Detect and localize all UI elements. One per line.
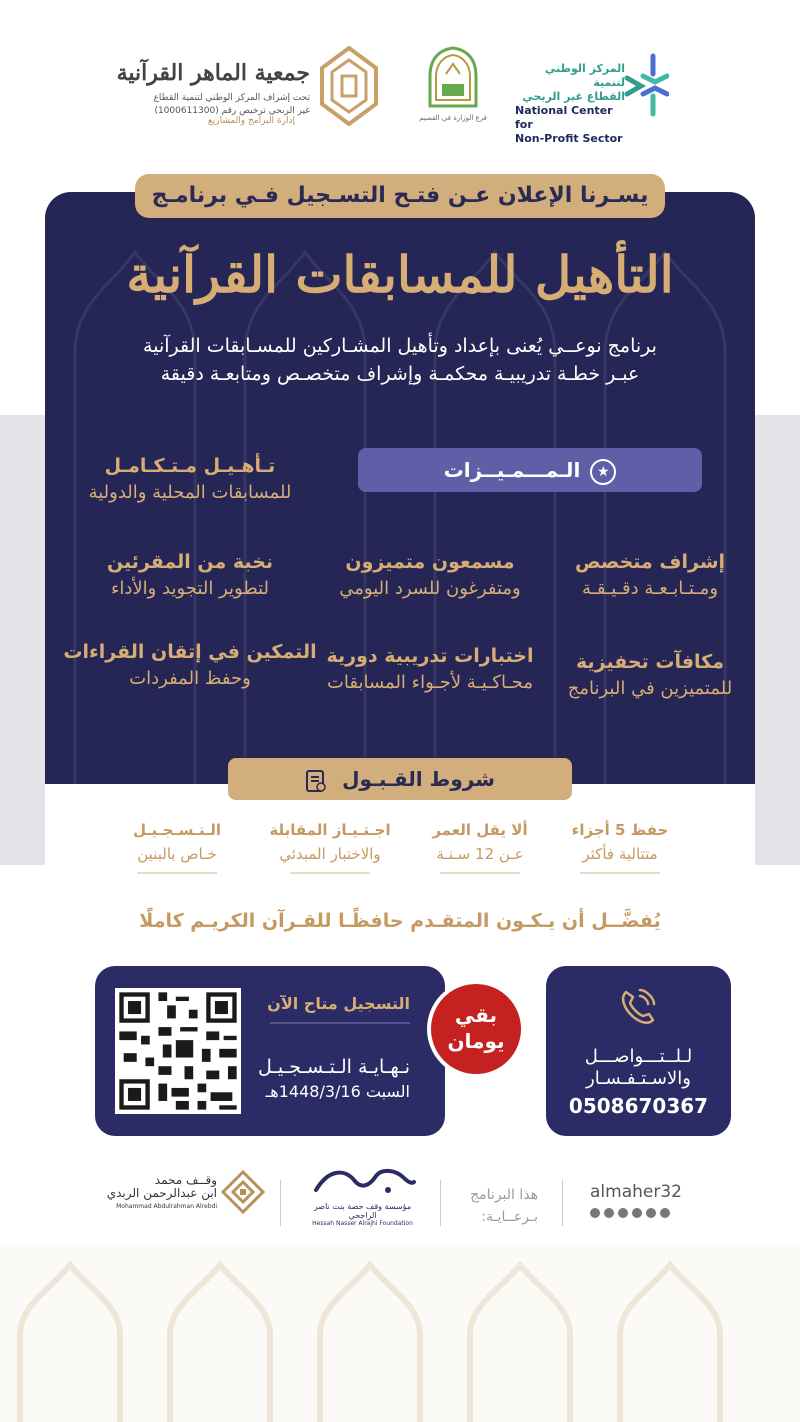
announcement-banner: يسـرنا الإعلان عـن فتـح التسـجيل فـي برنامـج xyxy=(135,174,665,218)
condition-divider xyxy=(290,872,370,874)
feature-desc: وحفظ المفردات xyxy=(129,668,251,689)
waqf-line2: ابن عبدالرحمن الربدي xyxy=(106,1186,217,1200)
condition-item-memorize xyxy=(565,818,675,874)
registration-available: التسجيل متاح الآن xyxy=(267,994,410,1013)
condition-divider xyxy=(580,872,660,874)
condition-title: ألا يقل العمر xyxy=(432,821,528,839)
feature-title: مسمعون متميزون xyxy=(345,551,515,573)
maher-sub-line2: غير الربحي ترخيص رقم (1000611300) xyxy=(154,106,310,116)
feature-desc: ومـتـابـعـة دقـيـقـة xyxy=(581,578,719,599)
sponsor-label-line2: بـرعــايـة: xyxy=(481,1209,538,1225)
conditions-heading xyxy=(228,758,572,800)
feature-desc: للمسابقات المحلية والدولية xyxy=(88,482,292,503)
tiktok-icon[interactable] xyxy=(660,1208,670,1218)
condition-divider xyxy=(137,872,217,874)
features-label: الـمـــمـيــزات xyxy=(443,458,581,482)
contact-label-line1: لـلــتـــواصـــل xyxy=(584,1046,693,1067)
footer-divider xyxy=(562,1180,563,1226)
ncnp-en-line1: National Center for xyxy=(515,104,613,131)
ncnp-arrows-logo-icon xyxy=(623,52,669,118)
feature-title: إشراف متخصص xyxy=(574,551,726,573)
preference-note: يُفضَّــل أن يـكـون المتقـدم حافظًـا للقـرآن الكريـم كاملًا xyxy=(139,910,661,932)
hessah-en: Hessah Nasser Alrajhi Foundation xyxy=(312,1220,413,1227)
waqf-text xyxy=(107,1174,217,1213)
ncnp-en-line2: Non-Profit Sector xyxy=(515,132,623,145)
ncnp-text xyxy=(515,62,625,146)
maher-sub xyxy=(154,92,310,118)
feature-item-reciters xyxy=(70,548,310,602)
maher-dept: إدارة البرامج والمشاريع xyxy=(207,116,295,126)
registration-end-date: السبت 1448/3/16هـ xyxy=(265,1082,410,1101)
contact-box xyxy=(546,966,731,1136)
ministry-caption: فرع الوزارة في القصيم xyxy=(419,114,487,122)
feature-item-rewards xyxy=(540,648,760,702)
social-icons xyxy=(590,1208,670,1218)
description-line2: عبـر خطـة تدريبيـة محكمـة وإشراف متخصـص ومتابعـة دقيقة xyxy=(160,363,640,385)
badge-line1: بقي xyxy=(454,1003,498,1027)
contact-label xyxy=(546,1046,731,1090)
feature-title: التمكين في إتقان القراءات xyxy=(63,641,317,663)
sponsor-label-line1: هذا البرنامج xyxy=(470,1187,538,1203)
condition-item-age xyxy=(425,818,535,874)
instagram-icon[interactable] xyxy=(632,1208,642,1218)
header xyxy=(0,0,800,170)
features-heading xyxy=(358,448,702,492)
maher-sub-line1: تحت إشراف المركز الوطني لتنمية القطاع xyxy=(153,93,310,103)
feature-title: نخبة من المقرئين xyxy=(106,551,274,573)
condition-title: اجـتـيـاز المقابلة xyxy=(269,821,391,839)
condition-item-interview xyxy=(265,818,395,874)
feature-title: اختبارات تدريبية دورية xyxy=(326,645,534,667)
waqf-line1: وقــف محمد xyxy=(154,1173,217,1187)
feature-desc: ومتفرغون للسرد اليومي xyxy=(339,578,521,599)
feature-desc: محـاكـيـة لأجـواء المسابقات xyxy=(326,672,534,693)
ministry-emblem-icon xyxy=(428,46,478,110)
feature-desc: للمتميزين في البرنامج xyxy=(567,678,733,699)
qr-code-icon[interactable] xyxy=(115,988,241,1114)
telegram-icon[interactable] xyxy=(646,1208,656,1218)
condition-desc: عـن 12 سـنـة xyxy=(436,845,524,863)
waqf-en: Mohammad Abdulrahman Alrebdi xyxy=(116,1203,217,1210)
condition-item-boys xyxy=(122,818,232,874)
sponsor-label xyxy=(450,1184,538,1228)
bottom-arch-pattern xyxy=(0,1245,800,1422)
ncnp-ar-line2: القطاع غير الربحي xyxy=(522,90,625,103)
feature-item-qiraat xyxy=(60,638,320,692)
condition-title: الـتـسـجـيـل xyxy=(132,821,222,839)
feature-item-tests xyxy=(300,642,560,696)
maher-logo-icon xyxy=(318,46,380,126)
registration-box xyxy=(95,966,445,1136)
footer-divider xyxy=(440,1180,441,1226)
maher-name: جمعية الماهر القرآنية xyxy=(116,60,310,86)
days-left-badge xyxy=(427,980,525,1078)
badge-line2: يومان xyxy=(447,1029,505,1053)
registration-end-label: نـهـايـة الـتـسـجـيـل xyxy=(257,1056,410,1078)
conditions-label: شروط القـبـول xyxy=(342,767,495,791)
contact-label-line2: والاسـتـفـسـار xyxy=(586,1068,691,1089)
footer-divider xyxy=(280,1180,281,1226)
youtube-icon[interactable] xyxy=(618,1208,628,1218)
x-icon[interactable] xyxy=(604,1208,614,1218)
description-line1: برنامج نوعــي يُعنى بإعداد وتأهيل المشـاركين للمسـابقات القرآنية xyxy=(143,335,657,357)
phone-icon xyxy=(616,984,660,1028)
contact-phone-number[interactable]: 0508670367 xyxy=(568,1094,709,1118)
waqf-logo-icon xyxy=(221,1170,265,1230)
feature-title: تـأهـيـل مـتـكـامـل xyxy=(104,455,276,477)
condition-divider xyxy=(440,872,520,874)
feature-item-supervision xyxy=(540,548,760,602)
ncnp-ar-line1: المركز الوطني لتنمية xyxy=(545,62,625,89)
hessah-ar: مؤسسة وقف حصة بنت ناصر الراجحي xyxy=(313,1202,412,1220)
condition-title: حفظ 5 أجزاء xyxy=(571,821,669,839)
hessah-logo-icon xyxy=(308,1162,418,1198)
hessah-foundation-logo xyxy=(300,1162,425,1234)
ministry-logo xyxy=(418,46,488,126)
document-check-icon xyxy=(305,769,327,793)
condition-desc: خـاص بالبنين xyxy=(137,845,217,863)
arch-pattern-icon xyxy=(0,1245,800,1422)
condition-desc: والاختبار المبدئي xyxy=(279,845,381,863)
feature-title: مكافآت تحفيزية xyxy=(576,651,724,673)
feature-item-integrated xyxy=(60,452,320,506)
program-description xyxy=(80,332,720,388)
social-handle[interactable]: almaher32 xyxy=(590,1182,682,1202)
snapchat-icon[interactable] xyxy=(590,1208,600,1218)
waqf-logo xyxy=(105,1162,265,1234)
ncnp-logo xyxy=(515,52,675,145)
registration-divider xyxy=(270,1022,410,1024)
star-icon: ★ xyxy=(590,459,616,485)
footer xyxy=(0,1150,800,1240)
maher-logo xyxy=(116,46,390,136)
condition-desc: متتالية فأكثر xyxy=(582,845,658,863)
feature-desc: لتطوير التجويد والأداء xyxy=(110,578,270,599)
feature-item-listeners xyxy=(310,548,550,602)
program-title: التأهيل للمسابقات القرآنية xyxy=(126,245,674,304)
